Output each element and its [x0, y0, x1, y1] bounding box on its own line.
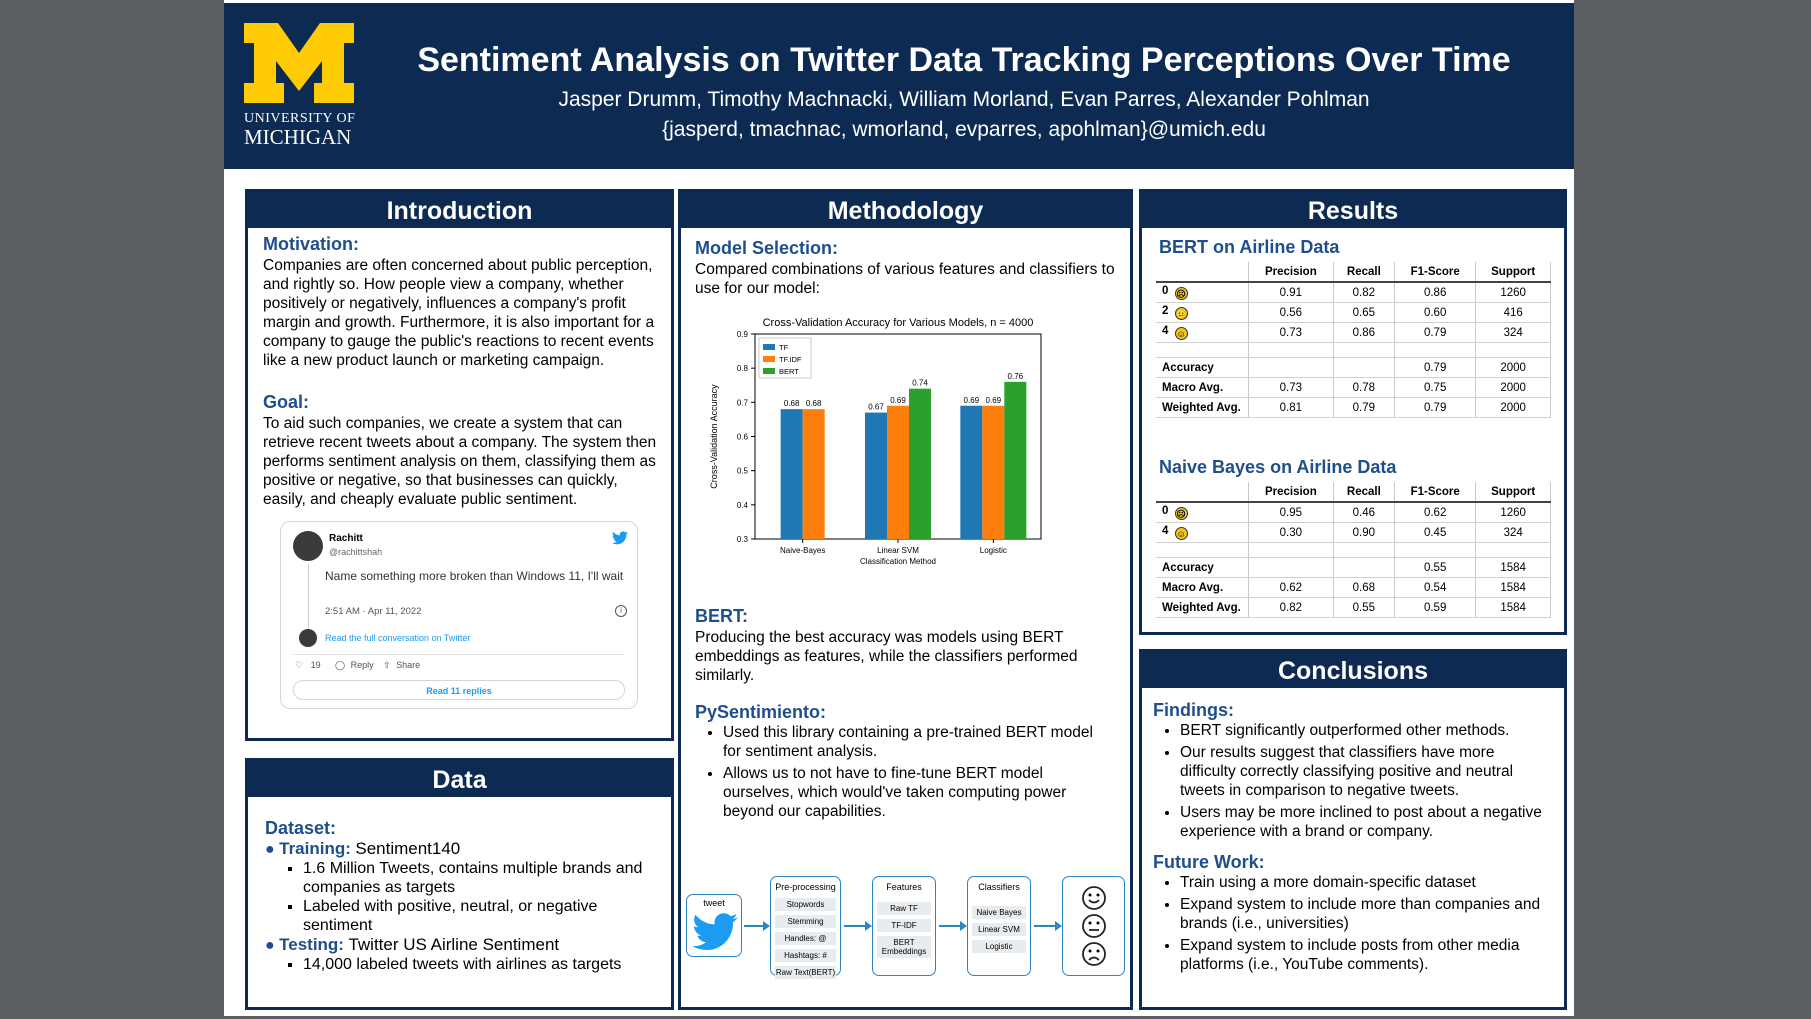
results-heading: Results	[1142, 192, 1564, 228]
table-row-label: 0 ☹	[1156, 502, 1249, 523]
heart-icon: ♡	[295, 660, 304, 670]
training-point: ▪ 1.6 Million Tweets, contains multiple brands and companies as targets	[303, 859, 665, 897]
y-tick-label: 0.9	[736, 330, 748, 339]
table-cell: 416	[1476, 303, 1551, 323]
table-column-header: Support	[1476, 262, 1551, 282]
conclusions-panel	[1139, 649, 1567, 1010]
pysentimiento-label: PySentimiento:	[695, 702, 827, 722]
table-cell: 0.95	[1249, 502, 1334, 523]
pysentimiento-points	[703, 723, 1113, 824]
training-value: Sentiment140	[355, 839, 461, 858]
bar-value-label: 0.67	[868, 402, 884, 412]
tweet-timestamp[interactable]: 2:51 AM · Apr 11, 2022	[325, 606, 422, 617]
preprocessing-box	[770, 876, 841, 976]
y-tick-label: 0.4	[736, 500, 748, 510]
table-cell: 0.65	[1333, 303, 1394, 323]
bar-value-label: 0.69	[963, 395, 980, 405]
sentiment-emoji-icon: 😐	[1175, 309, 1187, 319]
table-cell: 1260	[1476, 282, 1551, 303]
preprocessing-title: Pre-processing	[775, 882, 836, 892]
table-header-blank	[1156, 262, 1249, 282]
goal-label: Goal:	[263, 392, 310, 412]
table-cell	[1249, 558, 1334, 578]
pysentimiento-point: • Used this library containing a pre-trained BERT model for sentiment analysis.	[723, 723, 1113, 761]
table-cell: 0.62	[1249, 578, 1334, 598]
table-cell: 0.46	[1333, 502, 1394, 523]
bar-value-label: 0.68	[783, 399, 800, 409]
table-row	[1156, 502, 1551, 523]
university-wordmark	[244, 109, 355, 147]
table-cell: 0.75	[1395, 378, 1476, 398]
twitter-bird-icon	[692, 913, 738, 951]
table-column-header: Support	[1476, 482, 1551, 502]
table-cell: 0.79	[1395, 323, 1476, 343]
bar-value-label: 0.76	[1007, 371, 1024, 381]
table-cell: 0.59	[1395, 598, 1476, 618]
sentiment-output-box	[1062, 876, 1125, 976]
sentiment-emoji-icon: ☺	[1176, 529, 1186, 539]
future-work-item: • Train using a more domain-specific dataset	[1180, 873, 1550, 892]
motivation-text: Companies are often concerned about public perception, and rightly so. How people view a company, whether positively or negatively, influences a company's profit margin and growth. Furthermore, it is also important for a company to gauge the public's reactions to recent events like a new product launch or marketing campaign.	[263, 257, 655, 369]
dataset-details	[265, 839, 665, 974]
table-cell: 0.62	[1395, 502, 1476, 523]
sentiment-emoji-icon: ☹	[1176, 289, 1186, 299]
table-cell: 0.81	[1249, 398, 1334, 418]
table-cell	[1333, 358, 1394, 378]
testing-value: Twitter US Airline Sentiment	[348, 935, 560, 954]
methodology-heading: Methodology	[681, 192, 1130, 228]
reply-label: Reply	[350, 660, 374, 670]
table-cell: 0.79	[1333, 398, 1394, 418]
testing-label: Testing:	[279, 935, 344, 954]
share-label: Share	[396, 660, 421, 670]
finding-item: • Users may be more inclined to post about a negative experience with a brand or company.	[1180, 803, 1550, 841]
naive-bayes-results-table	[1156, 482, 1551, 618]
model-selection-label: Model Selection:	[695, 238, 839, 258]
table-row	[1156, 558, 1551, 578]
table-cell: 324	[1476, 523, 1551, 543]
data-panel	[245, 758, 674, 1010]
table-cell: 1584	[1476, 558, 1551, 578]
info-icon[interactable]: i	[615, 605, 627, 617]
table-column-header: Precision	[1249, 262, 1334, 282]
table-spacer-row	[1156, 343, 1551, 358]
training-point: ▪ Labeled with positive, neutral, or negative sentiment	[303, 897, 665, 935]
avatar	[293, 531, 323, 561]
table-row-label: Accuracy	[1156, 558, 1249, 578]
happy-face-icon	[1081, 885, 1107, 911]
embedded-tweet-card[interactable]	[280, 521, 638, 709]
preprocessing-item: Handles: @	[775, 932, 836, 946]
tweet-input-box	[686, 894, 742, 957]
table-row	[1156, 578, 1551, 598]
table-row-label: Weighted Avg.	[1156, 598, 1249, 618]
results-panel	[1139, 189, 1567, 635]
read-replies-button[interactable]: Read 11 replies	[293, 680, 625, 700]
y-tick-label: 0.6	[736, 432, 748, 442]
legend-label: BERT	[779, 367, 799, 376]
table-cell: 0.82	[1249, 598, 1334, 618]
pysentimiento-point: • Allows us to not have to fine-tune BERT model ourselves, which would've taken computing power beyond our capabilities.	[723, 764, 1113, 821]
table-cell: 324	[1476, 323, 1551, 343]
tweet-author-handle: @rachittshah	[329, 547, 383, 557]
legend-swatch	[763, 356, 775, 362]
table-row-label: 4 ☺	[1156, 323, 1249, 343]
testing-point: ▪ 14,000 labeled tweets with airlines as targets	[303, 955, 665, 974]
table-cell: 0.45	[1395, 523, 1476, 543]
table-row	[1156, 358, 1551, 378]
features-title: Features	[886, 882, 922, 892]
table-cell	[1249, 358, 1334, 378]
x-tick-label: Linear SVM	[877, 546, 919, 555]
x-tick-label: Logistic	[979, 546, 1007, 555]
features-item: BERT Embeddings	[877, 936, 931, 959]
table-column-header: Recall	[1333, 482, 1394, 502]
bar-value-label: 0.69	[985, 395, 1002, 405]
bar-tfidf	[803, 409, 825, 539]
accuracy-bar-chart	[695, 308, 1115, 598]
nb-table-title: Naive Bayes on Airline Data	[1159, 457, 1397, 477]
bar-value-label: 0.69	[890, 395, 906, 405]
findings-list	[1160, 721, 1550, 844]
table-row	[1156, 398, 1551, 418]
table-cell: 0.60	[1395, 303, 1476, 323]
table-row	[1156, 378, 1551, 398]
testing-line: ● Testing: Twitter US Airline Sentiment	[265, 935, 560, 954]
table-column-header: F1-Score	[1395, 482, 1476, 502]
table-row	[1156, 323, 1551, 343]
bert-table-title: BERT on Airline Data	[1159, 237, 1340, 257]
legend-swatch	[763, 368, 775, 374]
like-count: 19	[310, 660, 321, 670]
poster-authors: Jasper Drumm, Timothy Machnacki, William Morland, Evan Parres, Alexander Pohlman	[558, 88, 1370, 111]
future-work-list	[1160, 873, 1550, 977]
training-label: Training:	[279, 839, 351, 858]
x-axis-label: Classification Method	[859, 557, 937, 566]
flow-arrow	[744, 925, 764, 927]
classifiers-item: Linear SVM	[972, 923, 1026, 937]
table-row-label: Weighted Avg.	[1156, 398, 1249, 418]
bar-tfidf	[887, 406, 909, 539]
flow-arrow	[1034, 925, 1056, 927]
legend-label: TF	[779, 343, 789, 352]
bar-tfidf	[982, 406, 1004, 539]
table-cell: 0.79	[1395, 358, 1476, 378]
twitter-bird-icon	[612, 531, 628, 545]
preprocessing-item: Stopwords	[775, 898, 836, 912]
table-cell: 1584	[1476, 598, 1551, 618]
reply-bubble-icon: ◯	[335, 660, 346, 670]
header-banner	[224, 3, 1574, 169]
table-cell: 0.90	[1333, 523, 1394, 543]
classifiers-item: Naive Bayes	[972, 906, 1026, 920]
dataset-label: Dataset:	[265, 818, 337, 838]
y-tick-label: 0.5	[736, 466, 748, 476]
future-work-item: • Expand system to include more than companies and brands (i.e., universities)	[1180, 895, 1550, 933]
y-tick-label: 0.8	[736, 364, 748, 374]
introduction-heading: Introduction	[248, 192, 671, 228]
table-row-label: 0 ☹	[1156, 282, 1249, 303]
table-cell: 0.78	[1333, 378, 1394, 398]
sentiment-emoji-icon: ☺	[1176, 329, 1186, 339]
classifiers-title: Classifiers	[978, 882, 1020, 892]
finding-item: • BERT significantly outperformed other methods.	[1180, 721, 1550, 740]
motivation-label: Motivation:	[263, 234, 359, 254]
table-cell	[1333, 558, 1394, 578]
tweet-text: Name something more broken than Windows 11, I'll wait	[325, 569, 624, 583]
testing-points	[281, 955, 665, 974]
table-cell: 2000	[1476, 378, 1551, 398]
conclusions-heading: Conclusions	[1142, 652, 1564, 688]
table-cell: 0.54	[1395, 578, 1476, 598]
table-cell: 0.30	[1249, 523, 1334, 543]
data-heading: Data	[248, 761, 671, 797]
logo-line2: MICHIGAN	[244, 125, 352, 149]
table-row-label: 2 😐	[1156, 303, 1249, 323]
bar-bert	[909, 389, 931, 539]
preprocessing-item: Raw Text(BERT)	[775, 966, 836, 980]
chart-title: Cross-Validation Accuracy for Various Models, n = 4000	[762, 317, 1034, 329]
share-icon: ⇧	[383, 660, 391, 670]
logo-line1: UNIVERSITY OF	[244, 111, 356, 126]
like-button[interactable]	[295, 660, 321, 671]
table-row	[1156, 303, 1551, 323]
bar-tf	[865, 413, 887, 539]
reply-button[interactable]	[335, 660, 374, 671]
table-cell: 0.55	[1395, 558, 1476, 578]
features-item: Raw TF	[877, 902, 931, 916]
table-row	[1156, 523, 1551, 543]
future-work-label: Future Work:	[1153, 852, 1265, 872]
x-tick-label: Naive-Bayes	[779, 546, 826, 555]
sentiment-emoji-icon: ☹	[1176, 509, 1186, 519]
table-cell: 0.56	[1249, 303, 1334, 323]
legend-label: TF.IDF	[779, 355, 802, 364]
table-cell: 0.73	[1249, 378, 1334, 398]
table-row-label: Macro Avg.	[1156, 378, 1249, 398]
classifiers-box	[967, 876, 1031, 976]
classifiers-item: Logistic	[972, 940, 1026, 954]
table-cell: 0.68	[1333, 578, 1394, 598]
table-column-header: Recall	[1333, 262, 1394, 282]
model-selection-text: Compared combinations of various features and classifiers to use for our model:	[695, 261, 1115, 297]
university-block-m-logo	[244, 23, 354, 103]
table-row	[1156, 598, 1551, 618]
table-row-label: Accuracy	[1156, 358, 1249, 378]
sad-face-icon	[1081, 941, 1107, 967]
features-box	[872, 876, 936, 976]
methodology-panel	[678, 189, 1133, 1010]
table-cell: 0.82	[1333, 282, 1394, 303]
tweet-input-label: tweet	[703, 898, 725, 908]
poster	[224, 0, 1574, 1016]
bar-value-label: 0.74	[912, 378, 928, 388]
table-row-label: 4 ☺	[1156, 523, 1249, 543]
table-column-header: F1-Score	[1395, 262, 1476, 282]
goal-text: To aid such companies, we create a system that can retrieve recent tweets about a company. The system then performs sentiment analysis on them, classifying them as positive or negative, so that businesses can quickly, easily, and cheaply evaluate public sentiment.	[263, 415, 657, 508]
read-conversation-link[interactable]: Read the full conversation on Twitter	[325, 633, 471, 643]
table-cell: 0.73	[1249, 323, 1334, 343]
bar-tf	[781, 409, 803, 539]
avatar-small	[299, 629, 317, 647]
table-row-label: Macro Avg.	[1156, 578, 1249, 598]
bar-bert	[1004, 382, 1026, 539]
bar-tf	[960, 406, 982, 539]
table-row	[1156, 282, 1551, 303]
finding-item: • Our results suggest that classifiers have more difficulty correctly classifying positive and neutral tweets in comparison to negative tweets.	[1180, 743, 1550, 800]
bert-label: BERT:	[695, 606, 748, 626]
training-points	[281, 859, 665, 935]
preprocessing-item: Hashtags: #	[775, 949, 836, 963]
neutral-face-icon	[1081, 913, 1107, 939]
table-cell: 0.86	[1395, 282, 1476, 303]
future-work-item: • Expand system to include posts from other media platforms (i.e., YouTube comments).	[1180, 936, 1550, 974]
table-cell: 0.79	[1395, 398, 1476, 418]
table-cell: 0.86	[1333, 323, 1394, 343]
table-column-header: Precision	[1249, 482, 1334, 502]
share-button[interactable]	[383, 660, 420, 671]
y-axis-label: Cross-Validation Accuracy	[709, 384, 719, 489]
flow-arrow	[844, 925, 866, 927]
preprocessing-item: Stemming	[775, 915, 836, 929]
tweet-footer-divider	[293, 654, 625, 655]
table-cell: 1260	[1476, 502, 1551, 523]
table-cell: 0.55	[1333, 598, 1394, 618]
training-line: ● Training: Sentiment140	[265, 839, 461, 858]
bert-results-table	[1156, 262, 1551, 418]
table-header-blank	[1156, 482, 1249, 502]
flow-arrow	[939, 925, 961, 927]
table-cell: 1584	[1476, 578, 1551, 598]
poster-title: Sentiment Analysis on Twitter Data Tracking Perceptions Over Time	[417, 41, 1511, 79]
tweet-author-name: Rachitt	[329, 533, 363, 544]
legend-swatch	[763, 344, 775, 350]
poster-emails: {jasperd, tmachnac, wmorland, evparres, apohlman}@umich.edu	[662, 118, 1266, 141]
table-cell: 0.91	[1249, 282, 1334, 303]
table-cell: 2000	[1476, 398, 1551, 418]
bar-value-label: 0.68	[805, 399, 822, 409]
findings-label: Findings:	[1153, 700, 1234, 720]
table-cell: 2000	[1476, 358, 1551, 378]
bert-text: Producing the best accuracy was models using BERT embeddings as features, while the classifiers performed similarly.	[695, 629, 1078, 684]
y-tick-label: 0.3	[736, 535, 748, 544]
table-spacer-row	[1156, 543, 1551, 558]
features-item: TF-IDF	[877, 919, 931, 933]
y-tick-label: 0.7	[736, 398, 748, 408]
